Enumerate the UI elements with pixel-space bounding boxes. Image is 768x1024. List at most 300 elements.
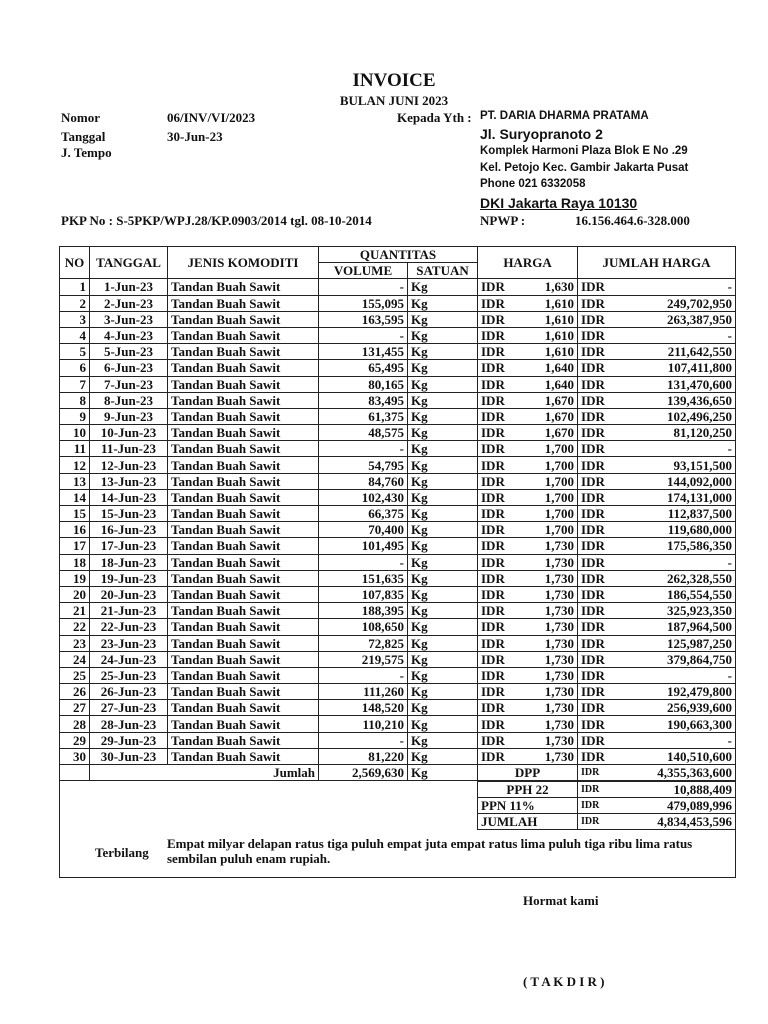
- row-date: 13-Jun-23: [90, 473, 168, 489]
- nomor-label: Nomor: [61, 110, 100, 125]
- terbilang-label: Terbilang: [95, 845, 149, 860]
- row-price: 1,670: [523, 392, 578, 408]
- row-date: 30-Jun-23: [90, 748, 168, 764]
- row-unit: Kg: [408, 684, 478, 700]
- row-price-currency: IDR: [478, 344, 523, 360]
- row-amount: 186,554,550: [623, 586, 736, 602]
- row-commodity: Tandan Buah Sawit: [168, 473, 319, 489]
- row-price-currency: IDR: [478, 392, 523, 408]
- row-date: 12-Jun-23: [90, 457, 168, 473]
- row-amount: 211,642,550: [623, 344, 736, 360]
- row-volume: 107,835: [319, 586, 408, 602]
- tanggal-label: Tanggal: [61, 129, 106, 144]
- row-amount: 140,510,600: [623, 748, 736, 764]
- header-harga: HARGA: [478, 247, 578, 279]
- row-unit: Kg: [408, 506, 478, 522]
- row-commodity: Tandan Buah Sawit: [168, 554, 319, 570]
- row-no: 8: [60, 392, 90, 408]
- row-no: 6: [60, 360, 90, 376]
- row-price: 1,640: [523, 360, 578, 376]
- dpp-currency: IDR: [578, 765, 623, 781]
- row-commodity: Tandan Buah Sawit: [168, 667, 319, 683]
- row-amount: 102,496,250: [623, 408, 736, 424]
- row-no: 28: [60, 716, 90, 732]
- header-quantitas: QUANTITAS: [319, 247, 478, 263]
- summary-cur: IDR: [578, 798, 623, 814]
- table-row: [60, 667, 736, 683]
- table-row: [60, 538, 736, 554]
- row-date: 8-Jun-23: [90, 392, 168, 408]
- row-price-currency: IDR: [478, 506, 523, 522]
- row-date: 14-Jun-23: [90, 489, 168, 505]
- table-row: [60, 457, 736, 473]
- row-volume: 81,220: [319, 748, 408, 764]
- row-no: 14: [60, 489, 90, 505]
- row-amount: 192,479,800: [623, 684, 736, 700]
- row-amount: -: [623, 667, 736, 683]
- row-price: 1,700: [523, 457, 578, 473]
- row-commodity: Tandan Buah Sawit: [168, 748, 319, 764]
- row-no: 12: [60, 457, 90, 473]
- row-price-currency: IDR: [478, 473, 523, 489]
- row-price: 1,610: [523, 344, 578, 360]
- summary-row: [478, 798, 736, 814]
- row-amount-currency: IDR: [578, 408, 623, 424]
- summary-table: [477, 781, 736, 830]
- row-no: 7: [60, 376, 90, 392]
- recipient-label: Kepada Yth :: [397, 110, 472, 125]
- header-volume: VOLUME: [319, 263, 408, 279]
- row-amount-currency: IDR: [578, 489, 623, 505]
- row-unit: Kg: [408, 279, 478, 295]
- row-no: 3: [60, 311, 90, 327]
- row-amount-currency: IDR: [578, 522, 623, 538]
- signer-name: ( T A K D I R ): [523, 974, 605, 989]
- row-volume: -: [319, 279, 408, 295]
- row-price-currency: IDR: [478, 441, 523, 457]
- row-unit: Kg: [408, 603, 478, 619]
- row-volume: 110,210: [319, 716, 408, 732]
- pkp-number: PKP No : S-5PKP/WPJ.28/KP.0903/2014 tgl. 08-10-2014: [61, 213, 372, 228]
- row-commodity: Tandan Buah Sawit: [168, 457, 319, 473]
- nomor-value: 06/INV/VI/2023: [167, 110, 256, 125]
- row-no: 26: [60, 684, 90, 700]
- table-row: [60, 295, 736, 311]
- row-amount-currency: IDR: [578, 538, 623, 554]
- table-row: [60, 603, 736, 619]
- row-price-currency: IDR: [478, 538, 523, 554]
- row-unit: Kg: [408, 457, 478, 473]
- row-commodity: Tandan Buah Sawit: [168, 279, 319, 295]
- row-volume: -: [319, 732, 408, 748]
- row-price: 1,640: [523, 376, 578, 392]
- row-volume: 83,495: [319, 392, 408, 408]
- row-no: 13: [60, 473, 90, 489]
- row-amount-currency: IDR: [578, 473, 623, 489]
- row-no: 20: [60, 586, 90, 602]
- total-unit: Kg: [408, 765, 478, 781]
- row-unit: Kg: [408, 522, 478, 538]
- row-commodity: Tandan Buah Sawit: [168, 311, 319, 327]
- row-price: 1,700: [523, 506, 578, 522]
- table-row: [60, 522, 736, 538]
- row-price-currency: IDR: [478, 327, 523, 343]
- row-no: 11: [60, 441, 90, 457]
- row-price: 1,670: [523, 408, 578, 424]
- row-price: 1,730: [523, 619, 578, 635]
- row-commodity: Tandan Buah Sawit: [168, 392, 319, 408]
- row-volume: 54,795: [319, 457, 408, 473]
- row-unit: Kg: [408, 473, 478, 489]
- row-amount: 190,663,300: [623, 716, 736, 732]
- row-unit: Kg: [408, 586, 478, 602]
- recipient-phone: Phone 021 6332058: [480, 178, 586, 190]
- row-date: 9-Jun-23: [90, 408, 168, 424]
- row-price-currency: IDR: [478, 311, 523, 327]
- row-date: 28-Jun-23: [90, 716, 168, 732]
- row-unit: Kg: [408, 619, 478, 635]
- row-price-currency: IDR: [478, 376, 523, 392]
- row-commodity: Tandan Buah Sawit: [168, 716, 319, 732]
- row-no: 5: [60, 344, 90, 360]
- row-unit: Kg: [408, 732, 478, 748]
- row-date: 3-Jun-23: [90, 311, 168, 327]
- row-unit: Kg: [408, 667, 478, 683]
- row-price: 1,610: [523, 311, 578, 327]
- row-price: 1,700: [523, 489, 578, 505]
- summary-value: 10,888,409: [623, 782, 736, 798]
- table-row: [60, 327, 736, 343]
- row-price-currency: IDR: [478, 603, 523, 619]
- row-no: 23: [60, 635, 90, 651]
- table-row: [60, 344, 736, 360]
- row-volume: 80,165: [319, 376, 408, 392]
- row-unit: Kg: [408, 538, 478, 554]
- row-volume: -: [319, 667, 408, 683]
- row-date: 18-Jun-23: [90, 554, 168, 570]
- row-commodity: Tandan Buah Sawit: [168, 651, 319, 667]
- row-no: 2: [60, 295, 90, 311]
- row-date: 26-Jun-23: [90, 684, 168, 700]
- summary-label: PPN 11%: [478, 798, 578, 814]
- terbilang-text: Empat milyar delapan ratus tiga puluh empat juta empat ratus lima puluh tiga ribu lima ratus sembilan puluh enam rupiah.: [167, 836, 693, 866]
- row-commodity: Tandan Buah Sawit: [168, 635, 319, 651]
- npwp-value: 16.156.464.6-328.000: [575, 213, 690, 228]
- row-no: 17: [60, 538, 90, 554]
- row-unit: Kg: [408, 635, 478, 651]
- row-amount-currency: IDR: [578, 392, 623, 408]
- row-price: 1,730: [523, 716, 578, 732]
- row-no: 15: [60, 506, 90, 522]
- row-amount-currency: IDR: [578, 732, 623, 748]
- row-volume: 65,495: [319, 360, 408, 376]
- row-unit: Kg: [408, 344, 478, 360]
- row-volume: 48,575: [319, 425, 408, 441]
- row-commodity: Tandan Buah Sawit: [168, 506, 319, 522]
- row-no: 30: [60, 748, 90, 764]
- row-no: 21: [60, 603, 90, 619]
- row-amount-currency: IDR: [578, 344, 623, 360]
- row-amount: 125,987,250: [623, 635, 736, 651]
- row-price: 1,730: [523, 635, 578, 651]
- table-row: [60, 441, 736, 457]
- table-row: [60, 376, 736, 392]
- row-price-currency: IDR: [478, 522, 523, 538]
- row-volume: 188,395: [319, 603, 408, 619]
- row-date: 10-Jun-23: [90, 425, 168, 441]
- header-jenis: JENIS KOMODITI: [168, 247, 319, 279]
- row-commodity: Tandan Buah Sawit: [168, 489, 319, 505]
- row-volume: 101,495: [319, 538, 408, 554]
- row-amount: 93,151,500: [623, 457, 736, 473]
- row-amount: 144,092,000: [623, 473, 736, 489]
- row-commodity: Tandan Buah Sawit: [168, 327, 319, 343]
- table-row: [60, 716, 736, 732]
- table-row: [60, 554, 736, 570]
- row-amount-currency: IDR: [578, 716, 623, 732]
- row-price-currency: IDR: [478, 457, 523, 473]
- row-volume: 72,825: [319, 635, 408, 651]
- row-price: 1,730: [523, 667, 578, 683]
- row-date: 27-Jun-23: [90, 700, 168, 716]
- row-volume: 219,575: [319, 651, 408, 667]
- header-jumlah: JUMLAH HARGA: [578, 247, 736, 279]
- row-price-currency: IDR: [478, 748, 523, 764]
- row-price: 1,610: [523, 327, 578, 343]
- row-amount-currency: IDR: [578, 570, 623, 586]
- table-row: [60, 570, 736, 586]
- summary-value: 479,089,996: [623, 798, 736, 814]
- row-price-currency: IDR: [478, 651, 523, 667]
- row-price-currency: IDR: [478, 619, 523, 635]
- row-price-currency: IDR: [478, 360, 523, 376]
- row-price: 1,700: [523, 441, 578, 457]
- row-price-currency: IDR: [478, 408, 523, 424]
- row-commodity: Tandan Buah Sawit: [168, 425, 319, 441]
- row-unit: Kg: [408, 489, 478, 505]
- row-volume: -: [319, 554, 408, 570]
- summary-label: PPH 22: [478, 782, 578, 798]
- npwp-label: NPWP :: [480, 213, 526, 228]
- table-row: [60, 586, 736, 602]
- table-row: [60, 619, 736, 635]
- row-commodity: Tandan Buah Sawit: [168, 376, 319, 392]
- row-price-currency: IDR: [478, 700, 523, 716]
- row-amount: 81,120,250: [623, 425, 736, 441]
- row-amount: 112,837,500: [623, 506, 736, 522]
- row-volume: 163,595: [319, 311, 408, 327]
- row-date: 11-Jun-23: [90, 441, 168, 457]
- row-unit: Kg: [408, 425, 478, 441]
- row-commodity: Tandan Buah Sawit: [168, 408, 319, 424]
- row-amount-currency: IDR: [578, 279, 623, 295]
- table-row: [60, 651, 736, 667]
- row-date: 2-Jun-23: [90, 295, 168, 311]
- row-price: 1,730: [523, 538, 578, 554]
- row-price-currency: IDR: [478, 489, 523, 505]
- total-volume: 2,569,630: [319, 765, 408, 781]
- row-amount-currency: IDR: [578, 425, 623, 441]
- row-unit: Kg: [408, 651, 478, 667]
- row-price: 1,610: [523, 295, 578, 311]
- row-amount-currency: IDR: [578, 651, 623, 667]
- row-amount: 175,586,350: [623, 538, 736, 554]
- summary-cur: IDR: [578, 814, 623, 830]
- row-date: 19-Jun-23: [90, 570, 168, 586]
- row-volume: -: [319, 441, 408, 457]
- row-price-currency: IDR: [478, 716, 523, 732]
- table-row: [60, 408, 736, 424]
- summary-value: 4,834,453,596: [623, 814, 736, 830]
- row-date: 5-Jun-23: [90, 344, 168, 360]
- row-amount: 256,939,600: [623, 700, 736, 716]
- row-date: 4-Jun-23: [90, 327, 168, 343]
- row-amount: 119,680,000: [623, 522, 736, 538]
- row-price: 1,730: [523, 603, 578, 619]
- row-commodity: Tandan Buah Sawit: [168, 522, 319, 538]
- row-unit: Kg: [408, 716, 478, 732]
- table-row: [60, 392, 736, 408]
- row-price: 1,730: [523, 732, 578, 748]
- table-row: [60, 748, 736, 764]
- regards-text: Hormat kami: [523, 893, 599, 908]
- row-amount-currency: IDR: [578, 506, 623, 522]
- row-amount: 187,964,500: [623, 619, 736, 635]
- row-no: 24: [60, 651, 90, 667]
- row-no: 9: [60, 408, 90, 424]
- summary-row: [478, 814, 736, 830]
- row-amount-currency: IDR: [578, 457, 623, 473]
- row-volume: 131,455: [319, 344, 408, 360]
- header-tanggal: TANGGAL: [90, 247, 168, 279]
- row-date: 23-Jun-23: [90, 635, 168, 651]
- table-row: [60, 489, 736, 505]
- row-unit: Kg: [408, 570, 478, 586]
- row-amount-currency: IDR: [578, 635, 623, 651]
- row-price: 1,730: [523, 570, 578, 586]
- row-amount: 131,470,600: [623, 376, 736, 392]
- row-commodity: Tandan Buah Sawit: [168, 586, 319, 602]
- row-date: 7-Jun-23: [90, 376, 168, 392]
- row-amount: -: [623, 554, 736, 570]
- row-volume: 61,375: [319, 408, 408, 424]
- table-row: [60, 700, 736, 716]
- row-price-currency: IDR: [478, 570, 523, 586]
- row-price: 1,730: [523, 586, 578, 602]
- total-row: [60, 765, 736, 781]
- row-amount: 139,436,650: [623, 392, 736, 408]
- invoice-table: [59, 246, 736, 781]
- row-amount: 174,131,000: [623, 489, 736, 505]
- row-price-currency: IDR: [478, 635, 523, 651]
- row-price-currency: IDR: [478, 732, 523, 748]
- row-date: 16-Jun-23: [90, 522, 168, 538]
- table-row: [60, 506, 736, 522]
- row-commodity: Tandan Buah Sawit: [168, 441, 319, 457]
- row-unit: Kg: [408, 311, 478, 327]
- row-amount: 263,387,950: [623, 311, 736, 327]
- row-no: 19: [60, 570, 90, 586]
- row-unit: Kg: [408, 327, 478, 343]
- row-amount-currency: IDR: [578, 748, 623, 764]
- row-volume: 151,635: [319, 570, 408, 586]
- row-no: 18: [60, 554, 90, 570]
- row-unit: Kg: [408, 376, 478, 392]
- table-row: [60, 279, 736, 295]
- row-price-currency: IDR: [478, 667, 523, 683]
- tanggal-value: 30-Jun-23: [167, 129, 223, 144]
- row-commodity: Tandan Buah Sawit: [168, 603, 319, 619]
- row-unit: Kg: [408, 408, 478, 424]
- recipient-name: PT. DARIA DHARMA PRATAMA: [480, 110, 649, 122]
- row-unit: Kg: [408, 554, 478, 570]
- row-date: 22-Jun-23: [90, 619, 168, 635]
- row-no: 10: [60, 425, 90, 441]
- row-date: 15-Jun-23: [90, 506, 168, 522]
- row-no: 27: [60, 700, 90, 716]
- table-row: [60, 684, 736, 700]
- row-amount-currency: IDR: [578, 327, 623, 343]
- row-no: 25: [60, 667, 90, 683]
- row-amount-currency: IDR: [578, 295, 623, 311]
- row-price: 1,730: [523, 554, 578, 570]
- row-price-currency: IDR: [478, 554, 523, 570]
- row-price: 1,730: [523, 700, 578, 716]
- row-volume: 111,260: [319, 684, 408, 700]
- row-price-currency: IDR: [478, 295, 523, 311]
- row-amount-currency: IDR: [578, 360, 623, 376]
- summary-row: [478, 782, 736, 798]
- row-unit: Kg: [408, 392, 478, 408]
- table-row: [60, 360, 736, 376]
- row-price: 1,700: [523, 473, 578, 489]
- row-price: 1,630: [523, 279, 578, 295]
- row-commodity: Tandan Buah Sawit: [168, 619, 319, 635]
- row-date: 25-Jun-23: [90, 667, 168, 683]
- row-volume: 108,650: [319, 619, 408, 635]
- row-price-currency: IDR: [478, 684, 523, 700]
- table-row: [60, 732, 736, 748]
- row-unit: Kg: [408, 360, 478, 376]
- row-price-currency: IDR: [478, 586, 523, 602]
- row-price-currency: IDR: [478, 279, 523, 295]
- row-volume: 66,375: [319, 506, 408, 522]
- row-price: 1,670: [523, 425, 578, 441]
- row-date: 1-Jun-23: [90, 279, 168, 295]
- row-unit: Kg: [408, 295, 478, 311]
- row-date: 29-Jun-23: [90, 732, 168, 748]
- row-no: 29: [60, 732, 90, 748]
- row-no: 1: [60, 279, 90, 295]
- row-no: 16: [60, 522, 90, 538]
- row-amount: -: [623, 441, 736, 457]
- row-price: 1,730: [523, 684, 578, 700]
- row-volume: 84,760: [319, 473, 408, 489]
- row-price-currency: IDR: [478, 425, 523, 441]
- row-commodity: Tandan Buah Sawit: [168, 684, 319, 700]
- row-commodity: Tandan Buah Sawit: [168, 295, 319, 311]
- total-label: Jumlah: [90, 765, 319, 781]
- row-date: 20-Jun-23: [90, 586, 168, 602]
- table-row: [60, 425, 736, 441]
- row-amount: 325,923,350: [623, 603, 736, 619]
- row-commodity: Tandan Buah Sawit: [168, 360, 319, 376]
- row-amount: 262,328,550: [623, 570, 736, 586]
- recipient-street: Jl. Suryopranoto 2: [480, 126, 603, 142]
- recipient-city: DKI Jakarta Raya 10130: [480, 195, 638, 211]
- dpp-label: DPP: [478, 765, 578, 781]
- table-row: [60, 473, 736, 489]
